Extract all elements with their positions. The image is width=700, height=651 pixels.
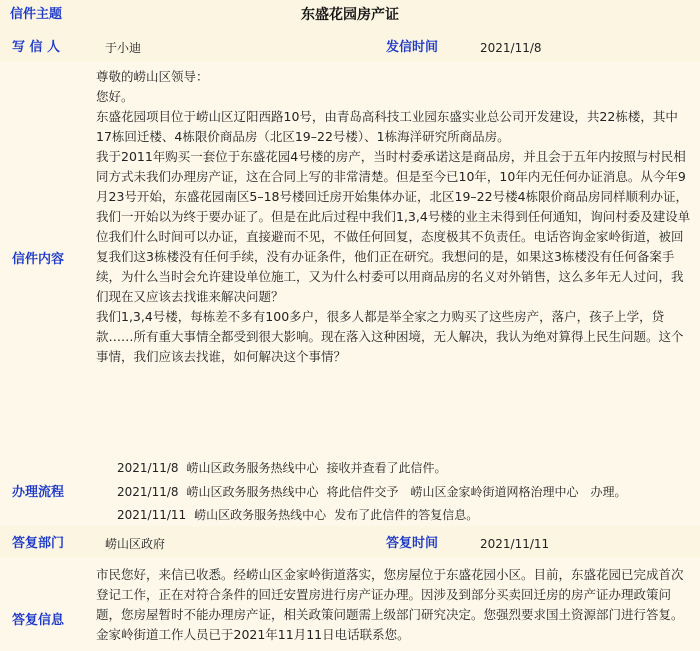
step-org: 崂山区政务服务热线中心 xyxy=(186,485,319,499)
letter-subject: 东盛花园房产证 xyxy=(301,7,399,23)
content-hello: 您好。 xyxy=(96,89,134,104)
step-date: 2021/11/11 xyxy=(117,508,187,522)
sent-time-label: 发信时间 xyxy=(386,40,439,55)
letter-content xyxy=(96,67,692,367)
content-paragraph: 我于2011年购买一套位于东盛花园4号楼的房产，当时村委承诺这是商品房，并且会于五年内按照与村民相同方式未我们办理房产证，这在合同上写的非常清楚。但是至今已10年，10年内无任何办证消息。从今年9月23号开始，东盛花园南区5–18号楼回迁房开始集体办证，北区19–22号楼4栋限价商品房同样顺利办证，我们一开始以为终于要办证了。但是在此后过程中我们1,3,4号楼的业主未得到任何通知，询问村委及建设单位我们什么时间可以办证，直接避而不见，不做任何回复，态度极其不负责任。电话咨询金家岭街道，被回复我们这3栋楼没有任何手续，没有办证条件，他们正在研究。我想问的是，如果这3栋楼没有任何备案手续，为什么当时会允许建设单位施工，又为什么村委可以用商品房的名义对外销售，这么多年无人过问，我们现在又应该去找谁来解决问题？ xyxy=(96,149,691,304)
content-greeting: 尊敬的崂山区领导： xyxy=(96,69,209,84)
step-action: 发布了此信件的答复信息。 xyxy=(334,508,479,522)
reply-time-label: 答复时间 xyxy=(386,536,439,551)
step-org: 崂山区政务服务热线中心 xyxy=(194,508,327,522)
process-step xyxy=(117,505,486,525)
reply-dept-label: 答复部门 xyxy=(12,536,65,551)
reply-info-label: 答复信息 xyxy=(12,613,65,628)
reply-paragraph: 市民您好，来信已收悉。经崂山区金家岭街道落实，您房屋位于东盛花园小区。目前，东盛花园已完成首次登记工作，正在对符合条件的回迁安置房进行房产证办理。因涉及到部分买卖回迁房的房产证办理政策问题，您房屋暂时不能办理房产证，相关政策问题需上级部门研究决定。您强烈要求国土资源部门进行答复。 xyxy=(96,567,684,622)
writer-name: 于小迪 xyxy=(105,41,142,55)
step-org: 崂山区政务服务热线中心 xyxy=(186,461,319,475)
subject-label: 信件主题 xyxy=(10,7,63,22)
reply-paragraph: 金家岭街道工作人员已于2021年11月11日电话联系您。 xyxy=(96,627,410,642)
process-step xyxy=(117,458,455,478)
reply-time: 2021/11/11 xyxy=(480,537,550,551)
step-action: 接收并查看了此信件。 xyxy=(326,461,447,475)
reply-dept: 崂山区政府 xyxy=(105,537,166,551)
content-label: 信件内容 xyxy=(12,252,65,267)
step-date: 2021/11/8 xyxy=(117,461,179,475)
sent-time: 2021/11/8 xyxy=(480,41,542,55)
content-paragraph: 东盛花园项目位于崂山区辽阳西路10号，由青岛高科技工业园东盛实业总公司开发建设，共22栋楼，其中17栋回迁楼、4栋限价商品房（北区19–22号楼）、1栋海洋研究所商品房。 xyxy=(96,109,678,144)
step-action: 将此信件交予 崂山区金家岭街道网格治理中心 办理。 xyxy=(326,485,627,499)
process-label: 办理流程 xyxy=(12,485,65,500)
content-paragraph: 我们1,3,4号楼，每栋差不多有100多户，很多人都是举全家之力购买了这些房产，落户，孩子上学，贷款……所有重大事情全都受到很大影响。现在落入这种困境，无人解决，我认为绝对算得上民生问题。这个事情，我们应该去找谁，如何解决这个事情？ xyxy=(96,309,684,364)
step-date: 2021/11/8 xyxy=(117,485,179,499)
writer-label: 写 信 人 xyxy=(12,40,61,55)
reply-info xyxy=(96,565,692,645)
process-step xyxy=(117,482,635,502)
